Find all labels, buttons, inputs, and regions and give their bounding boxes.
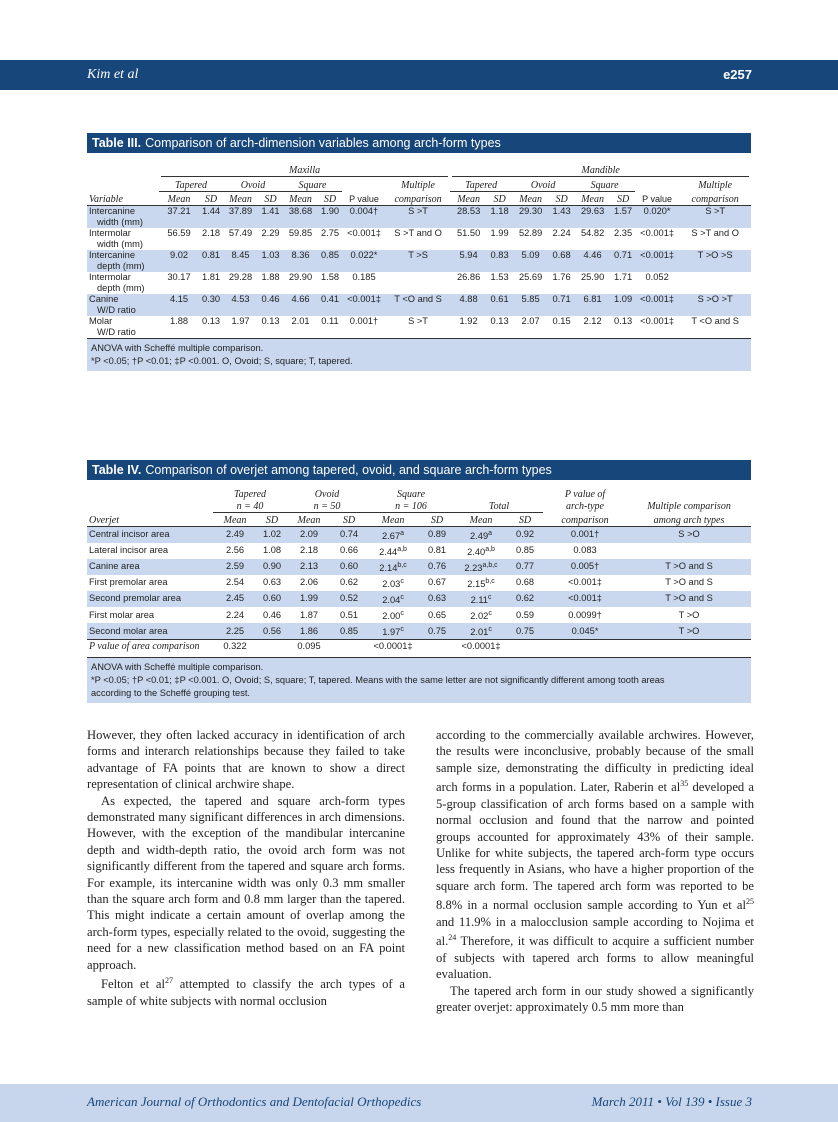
paragraph: However, they often lacked accuracy in identification of arch forms and interarch relationships because they failed to take advantage of FA points that are known to show a direct representation of clinical archwire shape.	[87, 728, 405, 792]
table-cell: 2.54	[225, 577, 245, 588]
table-cell: 0.13	[201, 315, 221, 326]
table-4-grid: Tapered Ovoid Square P value of n = 40 n = 50 n = 106 Total arch-type Multiple comparison Overjet Mean SD Mean SD Mean SD Mean SD comparison among arch types Central incisor area 2.49 1.02 2.09 0.74 2.67$^a$ 0.89 2.49$^a$ 0.92 0.001† S >O Lateral incisor area 2.56 1.08 2.18 0.66 2.44$^{a,b}$ 0.81 2.40$^{a,b}$ 0.85 0.083 Canine area 2.59 0.90 2.13 0.60 2.14$^{b,c}$ 0.76 2.23$^{a,b,c}$ 0.77 0.005† T >O and S First premolar area 2.54 0.63 2.06 0.62 2.03$^c$ 0.67 2.15$^{b,c}$ 0.68 <0.001‡ T >O and S Second premolar area 2.45 0.60 1.99 0.52 2.04$^c$ 0.63 2.11$^c$ 0.62 <0.001‡ T >O and S First molar area 2.24 0.46 1.87 0.51 2.00$^c$ 0.65 2.02$^c$ 0.59 0.0099† T >O Second molar area 2.25 0.56 1.86 0.85 1.97$^c$ 0.75 2.01$^c$ 0.75 0.045* T >O P value of area comparison 0.322 0.095 <0.0001‡ <0.0001‡	[87, 480, 751, 653]
table-cell: 1.99	[490, 227, 509, 238]
table-cell: 0.62	[339, 577, 359, 588]
citation-27: 27	[164, 976, 173, 986]
table-cell: 1.09	[614, 293, 633, 304]
table-cell: 2.18	[299, 545, 319, 556]
table-cell: 0.52	[339, 593, 359, 604]
maxilla-header: Maxilla	[161, 165, 448, 177]
body-column-right	[436, 727, 754, 1015]
area-label: First molar area	[89, 609, 155, 620]
table-cell: 1.58	[320, 271, 340, 282]
table-cell: 0.92	[515, 529, 535, 540]
table-4-pvalue-row: P value of area comparison 0.322 0.095 <0.0001‡ <0.0001‡	[87, 640, 751, 654]
table-cell: 2.02$^c$	[470, 609, 492, 622]
table-cell: 9.02	[169, 249, 189, 260]
variable-label: Molar W/D ratio	[89, 315, 136, 337]
table-4	[87, 460, 751, 703]
table-cell: 2.67$^a$	[382, 529, 405, 541]
table-cell: 37.21	[167, 205, 191, 216]
table-cell: 0.81	[427, 545, 447, 556]
table-cell: 1.03	[261, 249, 280, 260]
table-cell: 28.53	[456, 205, 481, 216]
table-cell: 2.45	[225, 593, 245, 604]
table-cell: 1.76	[552, 271, 571, 282]
table-cell: 0.46	[262, 609, 282, 620]
table-cell: T >S	[408, 249, 428, 260]
table-cell: 2.35	[614, 227, 633, 238]
table-cell: S >O	[678, 529, 700, 540]
table-cell: 2.12	[583, 315, 602, 326]
table-cell: 1.41	[261, 205, 280, 216]
table-cell: 0.71	[552, 293, 571, 304]
table-cell: 1.88	[169, 315, 189, 326]
table-cell: 38.68	[288, 205, 313, 216]
table-cell: 1.92	[459, 315, 478, 326]
table-cell: 0.67	[427, 577, 447, 588]
table-cell: <0.001‡	[640, 249, 675, 260]
table-cell: T >O	[678, 609, 700, 620]
table-cell: S >T	[408, 315, 428, 326]
area-label: Second molar area	[89, 625, 168, 636]
table-cell: 2.40$^{a,b}$	[467, 545, 495, 557]
table-cell: 5.09	[521, 249, 540, 260]
table-cell: 1.53	[490, 271, 509, 282]
table-cell: 2.59	[225, 561, 245, 572]
table-cell: 0.46	[261, 293, 280, 304]
table-3-body	[87, 205, 751, 338]
paragraph: Felton et $al^{27}$ attempted to classify the arch types of a sample of white subjects with normal occlusion	[87, 976, 405, 1008]
table-cell: 8.45	[231, 249, 250, 260]
table-cell: 0.004†	[349, 205, 379, 216]
table-cell: 2.14$^{b,c}$	[379, 561, 407, 573]
issue-info: March 2011 • Vol 139 • Issue 3	[591, 1094, 752, 1109]
table-cell: 54.82	[580, 227, 605, 238]
variable-label: Intermolar depth (mm)	[89, 271, 145, 293]
table-cell: 0.13	[261, 315, 280, 326]
table-cell: 26.86	[456, 271, 481, 282]
table-cell: 56.59	[167, 227, 191, 238]
table-cell: 0.63	[262, 577, 282, 588]
table-row	[87, 575, 751, 591]
table-cell: 0.59	[515, 609, 535, 620]
variable-label: Intermolar width (mm)	[89, 227, 143, 249]
table-cell: 4.88	[459, 293, 478, 304]
table-cell: 0.60	[262, 593, 282, 604]
table-cell	[627, 543, 751, 559]
table-cell: 2.15$^{b,c}$	[467, 577, 495, 589]
table-cell: 0.74	[339, 529, 359, 540]
table-cell: 1.08	[262, 545, 282, 556]
table-cell: 2.75	[320, 227, 340, 238]
table-cell: 5.94	[459, 249, 478, 260]
table-cell: 1.87	[299, 609, 319, 620]
area-label: Second premolar area	[89, 593, 181, 604]
table-cell	[386, 272, 450, 294]
table-3	[87, 133, 751, 371]
table-cell: <0.001‡	[347, 227, 381, 238]
table-cell: S >T and O	[394, 227, 442, 238]
table-cell: 1.71	[614, 271, 633, 282]
table-row	[87, 228, 751, 250]
table-cell: 4.53	[231, 293, 250, 304]
table-cell: 1.97	[231, 315, 250, 326]
paragraph: As expected, the tapered and square arch-form types demonstrated many significant differences in arch dimensions. However, with the exception of the mandibular intercanine depth and width-depth ratio, the ovoid arch form was not significantly different from the tapered and square arch forms. For example, its intercanine width was only 0.3 mm smaller than the square arch form and 0.8 mm larger than the tapered. This might indicate a certain amount of overlap among the arch-form types, especially related to the ovoid, suggesting the need for a new classification method based on an FA point approach.	[87, 793, 405, 972]
table-cell: T >O	[678, 625, 700, 636]
table-cell: 0.185	[352, 271, 376, 282]
table-cell: 0.30	[201, 293, 221, 304]
table-cell: 0.63	[427, 593, 447, 604]
table-cell: 4.46	[583, 249, 602, 260]
table-4-body	[87, 526, 751, 640]
table-cell: 0.15	[552, 315, 571, 326]
table-3-title: Table III. Comparison of arch-dimension variables among arch-form types	[87, 133, 751, 153]
mandible-header: Mandible	[452, 165, 749, 177]
table-row	[87, 205, 751, 228]
table-cell: 2.07	[521, 315, 540, 326]
table-cell: <0.001‡	[568, 577, 602, 588]
citation-35: 35	[680, 779, 689, 789]
variable-label: Canine W/D ratio	[89, 293, 136, 315]
citation-25: 25	[746, 897, 754, 907]
table-cell: 0.90	[262, 561, 282, 572]
table-cell: 1.90	[320, 205, 340, 216]
table-cell: 30.17	[167, 271, 191, 282]
table-row	[87, 559, 751, 575]
table-cell: 2.29	[261, 227, 280, 238]
table-cell: S >T	[408, 205, 428, 216]
table-cell: 0.66	[339, 545, 359, 556]
table-cell: 1.88	[261, 271, 280, 282]
table-cell: 1.44	[201, 205, 221, 216]
table-cell: 1.81	[201, 271, 221, 282]
table-row	[87, 272, 751, 294]
table-cell: T >O and S	[665, 577, 713, 588]
table-cell: T >O and S	[665, 593, 713, 604]
table-cell: 0.89	[427, 529, 447, 540]
table-cell: 25.90	[580, 271, 605, 282]
table-cell: 0.052	[645, 271, 669, 282]
table-cell: 0.71	[614, 249, 633, 260]
table-cell: 0.68	[552, 249, 571, 260]
variable-label: Intercanine width (mm)	[89, 205, 143, 227]
area-label: Central incisor area	[89, 529, 170, 540]
table-cell: T >O >S	[697, 249, 733, 260]
table-cell: 51.50	[456, 227, 481, 238]
paragraph: The tapered arch form in our study showed a significantly greater overjet: approximately 0.5 mm more than	[436, 983, 754, 1015]
table-cell: 2.23$^{a,b,c}$	[464, 561, 498, 573]
table-cell: 6.81	[583, 293, 602, 304]
table-cell: 2.00$^c$	[382, 609, 404, 622]
table-cell: 1.43	[552, 205, 571, 216]
table-cell: 0.83	[490, 249, 509, 260]
table-cell: 2.49$^a$	[470, 529, 493, 541]
table-cell: 29.90	[288, 271, 313, 282]
table-cell: 0.41	[320, 293, 340, 304]
table-cell: 0.85	[320, 249, 340, 260]
table-cell: 2.13	[299, 561, 319, 572]
table-cell: 0.001†	[570, 529, 600, 540]
area-label: First premolar area	[89, 577, 168, 588]
table-cell: 0.75	[515, 625, 535, 636]
table-cell: T >O and S	[665, 561, 713, 572]
table-row	[87, 543, 751, 559]
paragraph: according to the commercially available archwires. However, the results were inconclusive, probably because of the small sample size, demonstrating the difficulty in predicting ideal arch forms in a population. Later, Raberin et $al^{35}$ developed a 5-group classification of arch forms based on a sample with normal occlusion and found that the narrow and pointed groups accounted for approximately 43% of their sample. Unlike for white subjects, the tapered arch-form type occurs less frequently in Asians, who have a higher proportion of the square arch form. The tapered arch form was reported to be 8.8% in a normal occlusion sample according to Yun et $al^{25}$ and 11.9% in a malocclusion sample according to Nojima et al.$^{24}$ Therefore, it was difficult to acquire a sufficient number of subjects with tapered arch forms to allow meaningful evaluation.	[436, 728, 754, 982]
table-cell: T <O and S	[691, 315, 739, 326]
table-cell: 5.85	[521, 293, 540, 304]
table-cell: 0.68	[515, 577, 535, 588]
table-cell: 2.11$^c$	[470, 593, 492, 605]
table-cell: 0.81	[201, 249, 221, 260]
table-cell: 4.66	[291, 293, 310, 304]
table-4-notes: ANOVA with Scheffé multiple comparison. *P <0.05; †P <0.01; ‡P <0.001. O, Ovoid; S, square; T, tapered. Means with the same letter are not significantly different among tooth areas according to the Scheffé grouping test.	[87, 657, 751, 703]
table-cell: 2.01	[291, 315, 310, 326]
author-running-head: Kim et al	[87, 67, 139, 82]
table-cell: 0.51	[339, 609, 359, 620]
running-footer	[0, 1084, 838, 1122]
table-cell: 0.65	[427, 609, 447, 620]
table-cell: 29.28	[228, 271, 253, 282]
table-cell: 0.62	[515, 593, 535, 604]
page-number: e257	[723, 67, 752, 82]
table-cell: 0.76	[427, 561, 447, 572]
table-row	[87, 316, 751, 338]
table-cell: 0.77	[515, 561, 535, 572]
table-cell: 25.69	[518, 271, 543, 282]
table-cell: 0.001†	[349, 315, 379, 326]
table-cell: 2.24	[225, 609, 245, 620]
table-cell: 0.61	[490, 293, 509, 304]
table-row	[87, 294, 751, 316]
table-cell: S >T	[705, 205, 726, 216]
table-cell: 37.89	[228, 205, 253, 216]
table-row	[87, 591, 751, 607]
table-cell: 0.083	[573, 545, 597, 556]
table-cell: <0.001‡	[568, 593, 602, 604]
table-cell: 1.18	[490, 205, 509, 216]
table-cell: 2.09	[299, 529, 319, 540]
table-cell	[679, 272, 751, 294]
table-cell: 2.49	[225, 529, 245, 540]
table-row	[87, 526, 751, 543]
table-cell: 2.18	[201, 227, 221, 238]
running-header	[0, 60, 838, 90]
table-cell: 0.75	[427, 625, 447, 636]
table-3-grid: Maxilla Mandible Tapered Ovoid Square Multiple Tapered Ovoid Square Multiple Variable Mean SD Mean SD Mean SD P value comparison Mean SD Mean SD Mean SD P value comparison Intercanine width (mm) 37.21 1.44 37.89 1.41 38.68 1.90 0.004† S >T 28.53 1.18 29.30 1.43 29.63 1.57 0.020* S >T Intermolar width (mm) 56.59 2.18 57.49 2.29 59.85 2.75 <0.001‡ S >T and O 51.50 1.99 52.89 2.24 54.82 2.35 <0.001‡ S >T and O Intercanine depth (mm) 9.02 0.81 8.45 1.03 8.36 0.85 0.022* T >S 5.94 0.83 5.09 0.68 4.46 0.71 <0.001‡ T >O >S Intermolar depth (mm) 30.17 1.81 29.28 1.88 29.90 1.58 0.185 26.86 1.53 25.69 1.76 25.90 1.71 0.052 Canine W/D ratio 4.15 0.30 4.53 0.46 4.66 0.41 <0.001‡ T <O and S 4.88 0.61 5.85 0.71 6.81 1.09 <0.001‡ S >O >T Molar W/D ratio 1.88 0.13 1.97 0.13 2.01 0.11 0.001† S >T 1.92 0.13 2.07 0.15 2.12 0.13 <0.001‡ T <O and S	[87, 153, 751, 338]
table-cell: 4.15	[169, 293, 189, 304]
table-cell: 0.60	[339, 561, 359, 572]
table-cell: 0.022*	[350, 249, 378, 260]
table-cell: <0.001‡	[640, 227, 675, 238]
table-cell: 1.86	[299, 625, 319, 636]
table-cell: 0.11	[321, 315, 339, 326]
table-cell: 29.30	[518, 205, 543, 216]
table-cell: 57.49	[228, 227, 253, 238]
table-row	[87, 607, 751, 623]
table-cell: 2.44$^{a,b}$	[379, 545, 407, 557]
table-cell: 52.89	[518, 227, 543, 238]
table-cell: 0.13	[490, 315, 509, 326]
citation-24: 24	[448, 933, 457, 943]
table-row	[87, 250, 751, 272]
table-cell: 1.02	[262, 529, 282, 540]
table-row	[87, 623, 751, 640]
table-cell: 0.85	[515, 545, 535, 556]
table-cell: 0.56	[262, 625, 282, 636]
table-cell: S >O >T	[697, 293, 733, 304]
table-cell: 2.03$^c$	[382, 577, 404, 589]
table-cell: 1.57	[614, 205, 633, 216]
variable-label: Intercanine depth (mm)	[89, 249, 145, 271]
table-cell: <0.001‡	[347, 293, 381, 304]
table-3-notes: ANOVA with Scheffé multiple comparison. *P <0.05; †P <0.01; ‡P <0.001. O, Ovoid; S, square; T, tapered.	[87, 338, 751, 371]
table-cell: 2.56	[225, 545, 245, 556]
table-cell: 8.36	[291, 249, 310, 260]
body-column-left	[87, 727, 405, 1009]
table-cell: 2.04$^c$	[382, 593, 404, 605]
table-cell: S >T and O	[691, 227, 739, 238]
table-cell: 0.045*	[571, 625, 599, 636]
table-cell: 0.13	[614, 315, 633, 326]
table-4-title: Table IV. Comparison of overjet among tapered, ovoid, and square arch-form types	[87, 460, 751, 480]
area-label: Canine area	[89, 561, 140, 572]
table-cell: 1.99	[299, 593, 319, 604]
table-cell: 1.97$^c$	[382, 626, 404, 638]
table-cell: 0.020*	[643, 205, 671, 216]
table-cell: <0.001‡	[640, 315, 675, 326]
table-cell: <0.001‡	[640, 293, 675, 304]
table-cell: 2.06	[299, 577, 319, 588]
table-cell: 2.24	[552, 227, 571, 238]
table-cell: 0.85	[339, 625, 359, 636]
table-cell: 2.25	[225, 625, 245, 636]
table-cell: 29.63	[580, 205, 605, 216]
journal-name: American Journal of Orthodontics and Dentofacial Orthopedics	[87, 1094, 422, 1109]
table-cell: 0.0099†	[568, 609, 602, 620]
table-cell: 0.005†	[570, 561, 600, 572]
table-cell: 2.01$^c$	[470, 626, 492, 638]
area-label: Lateral incisor area	[89, 545, 169, 556]
table-cell: T <O and S	[394, 293, 442, 304]
table-cell: 59.85	[288, 227, 313, 238]
